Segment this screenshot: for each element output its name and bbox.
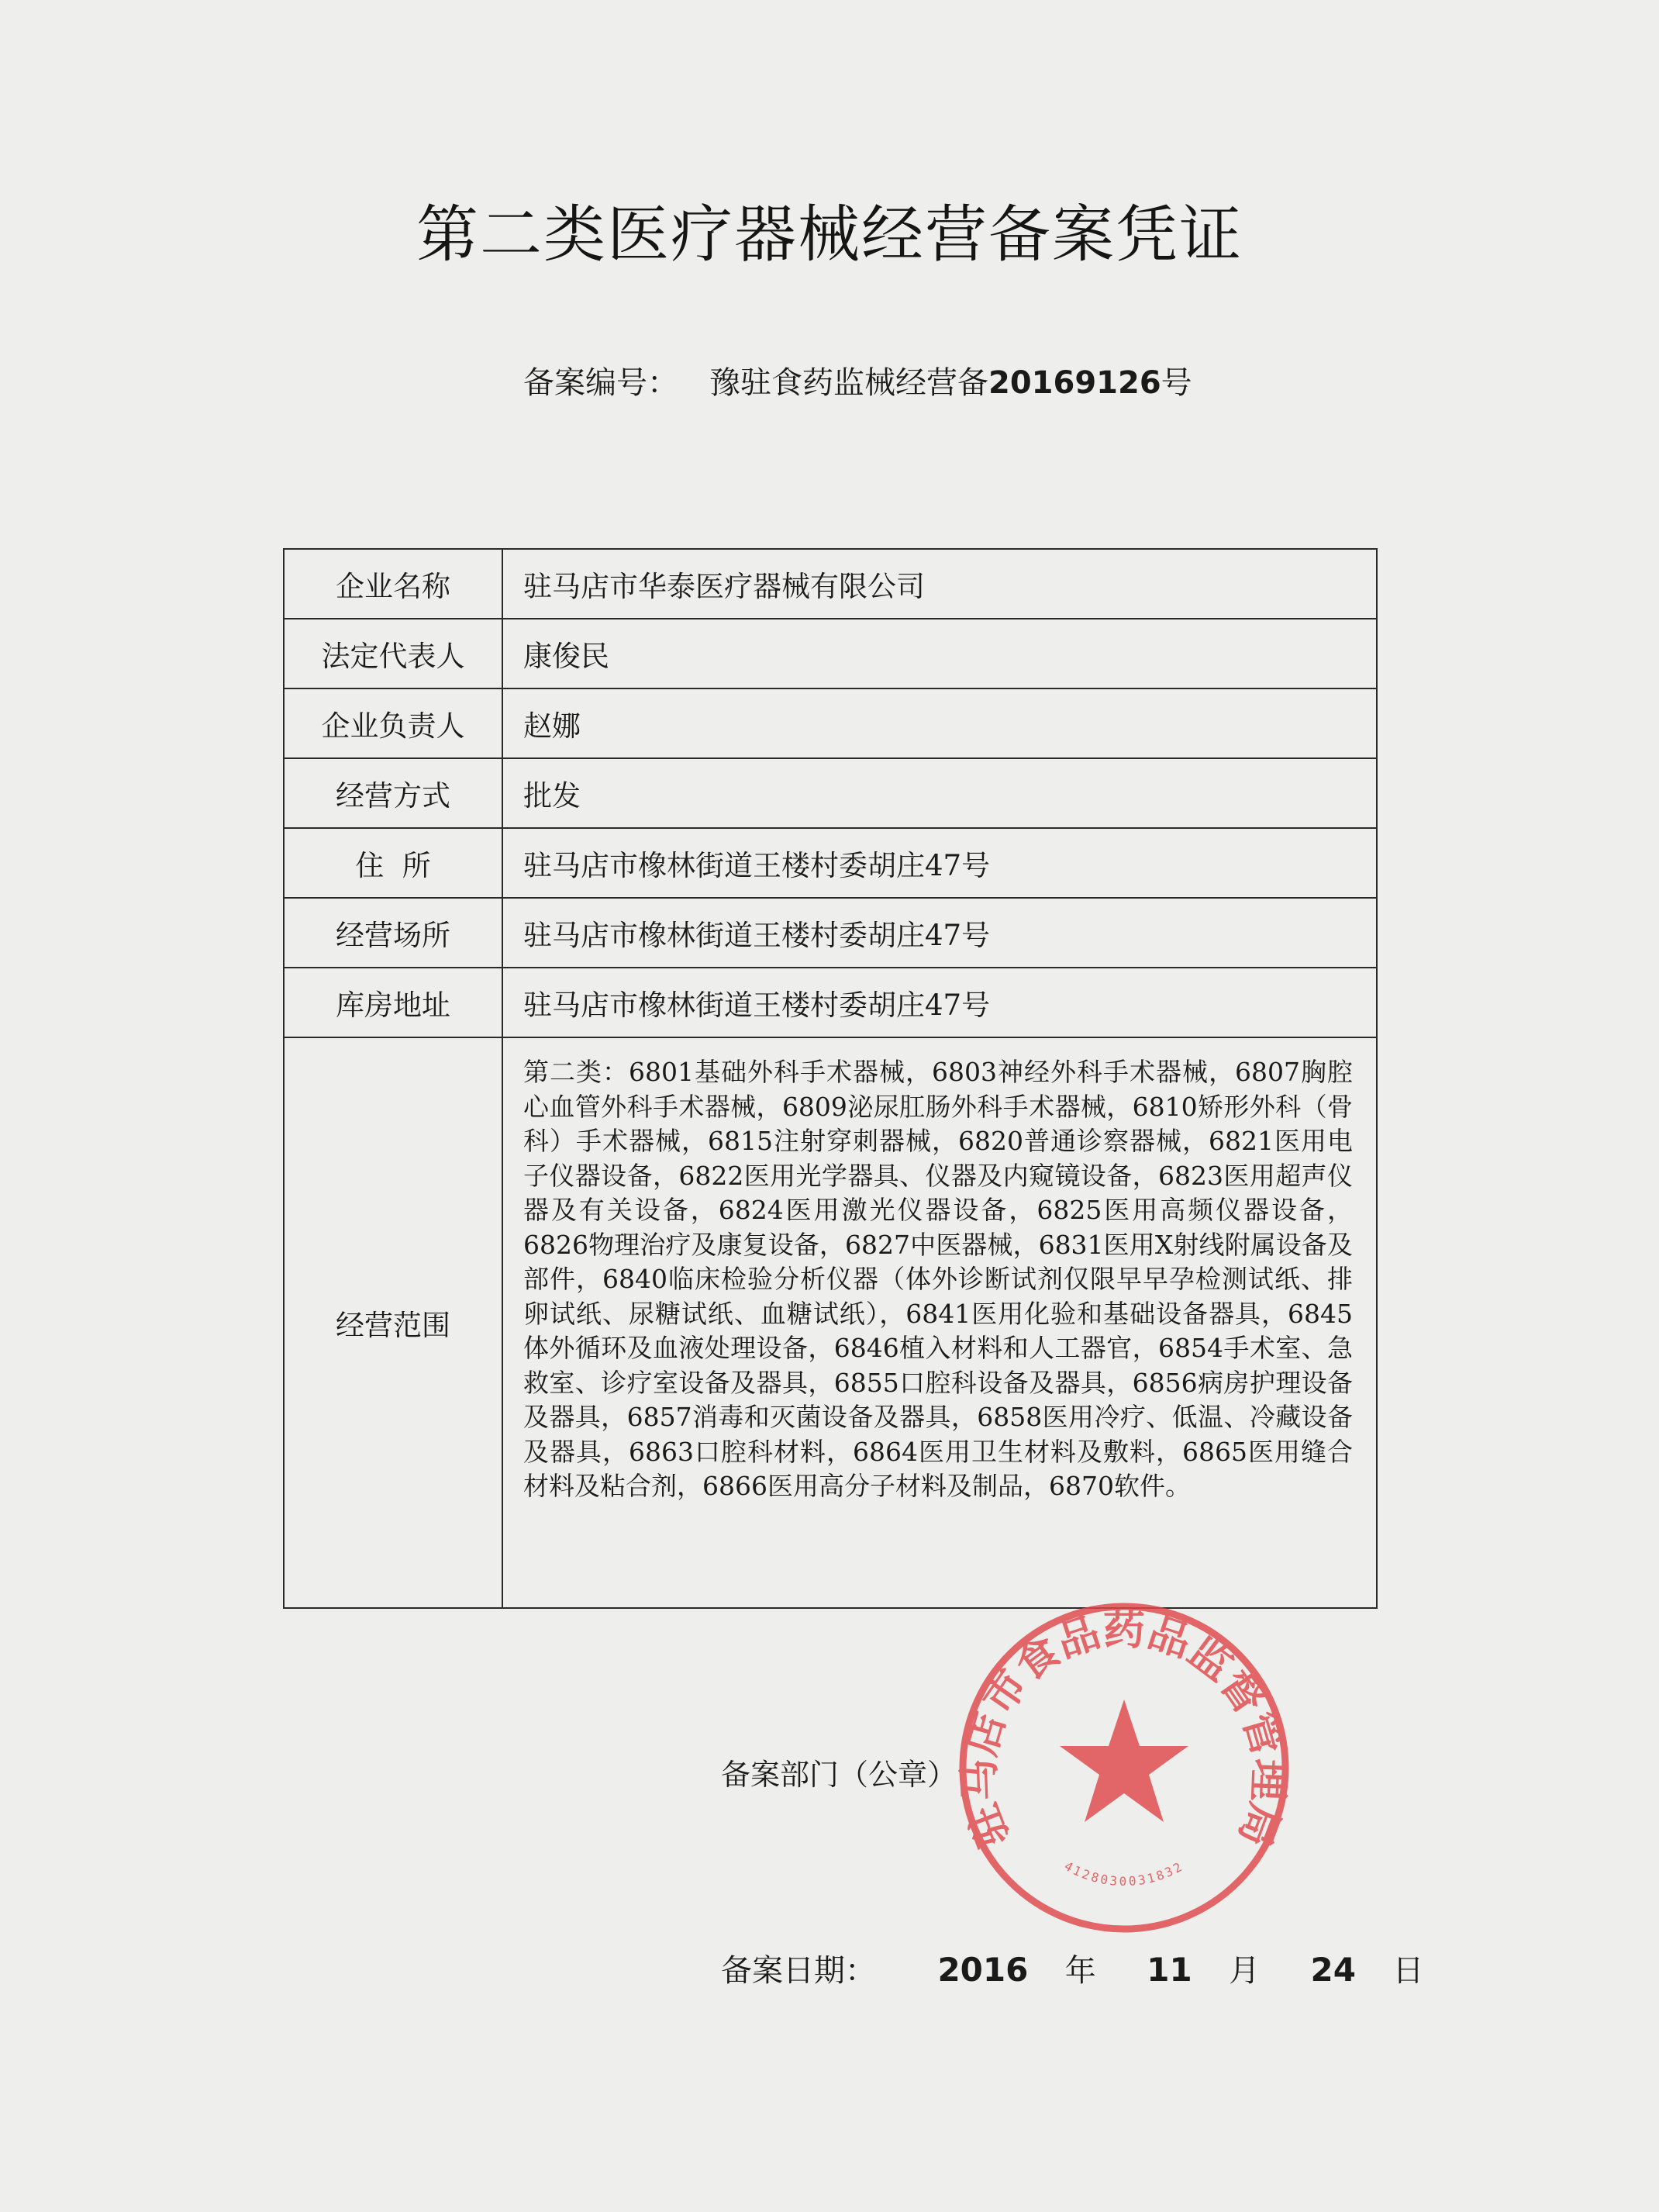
date-day-unit: 日 — [1392, 1953, 1424, 1989]
star-icon — [1060, 1700, 1188, 1822]
row-label: 住 所 — [284, 828, 502, 898]
table-row — [284, 758, 1377, 828]
row-value: 驻马店市橡林街道王楼村委胡庄47号 — [502, 898, 1377, 968]
row-label: 企业名称 — [284, 549, 502, 619]
date-year: 2016 — [937, 1951, 1029, 1989]
table-row — [284, 898, 1377, 968]
date-day: 24 — [1310, 1951, 1356, 1989]
row-label: 经营方式 — [284, 758, 502, 828]
info-table — [283, 548, 1378, 1609]
date-month-unit: 月 — [1229, 1953, 1261, 1989]
row-value: 赵娜 — [502, 688, 1377, 758]
row-label: 企业负责人 — [284, 688, 502, 758]
date-year-unit: 年 — [1064, 1953, 1096, 1989]
registration-suffix: 号 — [1161, 365, 1192, 401]
row-label: 法定代表人 — [284, 619, 502, 688]
row-label: 库房地址 — [284, 968, 502, 1037]
seal-code: 4128030031832 — [1061, 1858, 1187, 1889]
scope-row — [284, 1037, 1377, 1608]
official-seal — [954, 1597, 1295, 1938]
table-row — [284, 688, 1377, 758]
seal-text: 驻马店市食品药品监督管理局 — [954, 1605, 1294, 1854]
table-row — [284, 549, 1377, 619]
table-row — [284, 828, 1377, 898]
table-row — [284, 619, 1377, 688]
row-value: 驻马店市橡林街道王楼村委胡庄47号 — [502, 968, 1377, 1037]
registration-number: 20169126 — [988, 365, 1161, 401]
row-value: 批发 — [502, 758, 1377, 828]
date-label: 备案日期： — [721, 1953, 876, 1989]
registration-prefix: 豫驻食药监械经营备 — [709, 365, 988, 401]
row-label: 经营场所 — [284, 898, 502, 968]
document-title: 第二类医疗器械经营备案凭证 — [416, 198, 1243, 271]
row-value: 驻马店市橡林街道王楼村委胡庄47号 — [502, 828, 1377, 898]
date-line — [721, 1946, 1423, 1990]
scope-value: 第二类：6801基础外科手术器械，6803神经外科手术器械，6807胸腔心血管外科手术器械，6809泌尿肛肠外科手术器械，6810矫形外科（骨科）手术器械，6815注射穿刺器械，6820普通诊察器械，6821医用电子仪器设备，6822医用光学器具、仪器及内窥镜设备，6823医用超声仪器及有关设备，6824医用激光仪器设备，6825医用高频仪器设备，6826物理治疗及康复设备，6827中医器械，6831医用X射线附属设备及部件，6840临床检验分析仪器（体外诊断试剂仅限早早孕检测试纸、排卵试纸、尿糖试纸、血糖试纸），6841医用化验和基础设备器具，6845体外循环及血液处理设备，6846植入材料和人工器官，6854手术室、急救室、诊疗室设备及器具，6855口腔科设备及器具，6856病房护理设备及器具，6857消毒和灭菌设备及器具，6858医用冷疗、低温、冷藏设备及器具，6863口腔科材料，6864医用卫生材料及敷料，6865医用缝合材料及粘合剂，6866医用高分子材料及制品，6870软件。 — [502, 1037, 1377, 1608]
registration-line — [523, 358, 1192, 402]
date-month: 11 — [1147, 1951, 1192, 1989]
row-value: 驻马店市华泰医疗器械有限公司 — [502, 549, 1377, 619]
row-value: 康俊民 — [502, 619, 1377, 688]
scope-label: 经营范围 — [284, 1037, 502, 1608]
department-label: 备案部门（公章） — [721, 1758, 957, 1792]
table-row — [284, 968, 1377, 1037]
registration-label: 备案编号： — [523, 365, 678, 401]
